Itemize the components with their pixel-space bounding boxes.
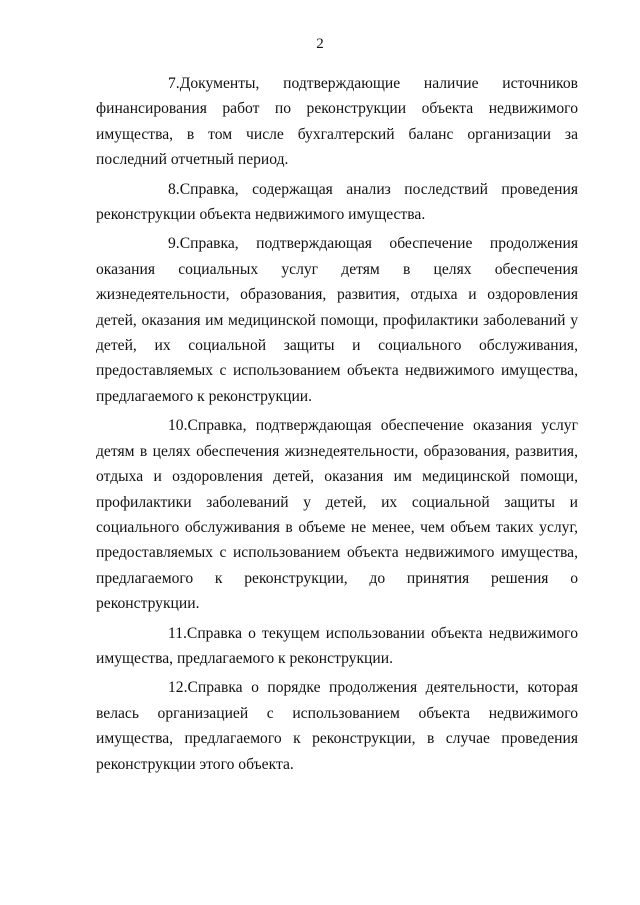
item-number: 10. bbox=[168, 417, 188, 435]
page-number: 2 bbox=[316, 36, 324, 52]
list-item bbox=[96, 71, 578, 173]
item-text: Справка о порядке продолжения деятельности, которая велась организацией с использованием объекта недвижимого имущества, предлагаемого к реконструкции, в случае проведения реконструкции этого объекта. bbox=[96, 679, 578, 773]
item-text: Документы, подтверждающие наличие источников финансирования работ по реконструкции объекта недвижимого имущества, в том числе бухгалтерский баланс организации за последний отчетный период. bbox=[96, 75, 578, 169]
item-number: 9. bbox=[168, 235, 180, 253]
list-item bbox=[96, 675, 578, 777]
document-body bbox=[96, 71, 578, 781]
list-item bbox=[96, 621, 578, 672]
list-item bbox=[96, 177, 578, 228]
item-number: 11. bbox=[168, 624, 187, 642]
item-text: Справка, содержащая анализ последствий проведения реконструкции объекта недвижимого имущества. bbox=[96, 180, 578, 224]
item-number: 12. bbox=[168, 679, 188, 697]
list-item bbox=[96, 231, 578, 409]
item-number: 7. bbox=[168, 75, 180, 92]
item-text: Справка о текущем использовании объекта недвижимого имущества, предлагаемого к реконструкции. bbox=[96, 624, 578, 667]
list-item bbox=[96, 413, 578, 616]
item-text: Справка, подтверждающая обеспечение продолжения оказания социальных услуг детям в целях обеспечения жизнедеятельности, образования, развития, отдыха и оздоровления детей, оказания им медицинской помощи, профилактики заболеваний у детей, их социальной защиты и социального обслуживания, предоставляемых с использованием объекта недвижимого имущества, предлагаемого к реконструкции. bbox=[96, 235, 578, 405]
item-text: Справка, подтверждающая обеспечение оказания услуг детям в целях обеспечения жизнедеятельности, образования, развития, отдыха и оздоровления детей, оказания им медицинской помощи, профилактики заболеваний у детей, их социальной защиты и социального обслуживания в объеме не менее, чем объем таких услуг, предоставляемых с использованием объекта недвижимого имущества, предлагаемого к реконструкции, до принятия решения о реконструкции. bbox=[96, 417, 578, 613]
item-number: 8. bbox=[168, 180, 180, 198]
